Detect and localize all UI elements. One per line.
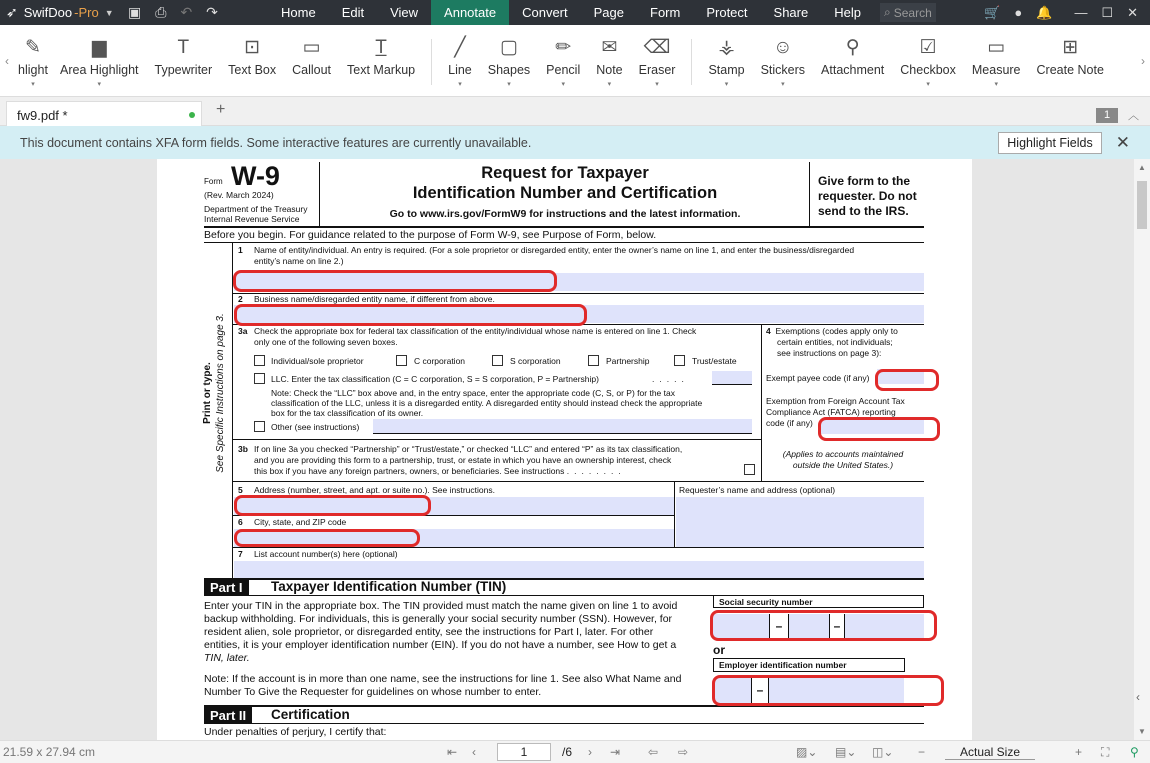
tool-label: Measure — [971, 63, 1021, 77]
tool-area-highlight[interactable] — [52, 25, 147, 97]
scroll-up-icon[interactable]: ▲ — [1138, 163, 1146, 172]
or-label: or — [713, 643, 725, 657]
display-mode-icon[interactable]: ▨⌄ — [796, 745, 818, 759]
requester-label: Requester’s name and address (optional) — [679, 485, 836, 495]
before-you-begin: Before you begin. For guidance related to the purpose of Form W-9, see Purpose of Form, below. — [204, 229, 657, 241]
bell-icon[interactable]: 🔔 — [1036, 4, 1053, 20]
tool-text-box[interactable] — [220, 25, 284, 97]
applies-note: (Applies to accounts maintained outside the United States.) — [782, 449, 904, 470]
line-3b-label: If on line 3a you checked “Partnership” or “Trust/estate,” or checked “LLC” and entered “P” as its tax classification, and you are providing this form to a partnership, trust, or estate in which you have an ownership interest, check this box if you have any foreign partners, owners, or beneficiaries. See instructions ........ — [254, 444, 683, 476]
zoom-out-icon[interactable]: − — [918, 745, 926, 759]
zoom-level[interactable]: Actual Size — [945, 745, 1035, 760]
document-viewer — [0, 159, 1150, 740]
tool-stamp[interactable] — [700, 25, 752, 97]
next-page-icon[interactable]: › — [588, 745, 592, 759]
tab-document[interactable] — [6, 101, 202, 126]
undo-icon[interactable]: ↶ — [180, 4, 193, 20]
perjury-text: Under penalties of perjury, I certify that: — [204, 726, 387, 738]
tool-callout[interactable] — [284, 25, 339, 97]
stamp-icon: ⚶ — [718, 37, 735, 58]
tool-note[interactable] — [588, 25, 630, 97]
text-box-icon: ⊡ — [244, 37, 261, 58]
create-note-icon: ⊞ — [1062, 37, 1079, 58]
give-form-note: Give form to the requester. Do not send to the IRS. — [818, 174, 917, 218]
tool-label: Callout — [292, 63, 332, 77]
app-logo[interactable] — [0, 4, 122, 21]
llc-code-field[interactable] — [712, 371, 752, 385]
tool-label: Shapes — [487, 63, 531, 77]
line-6-label: City, state, and ZIP code — [254, 517, 347, 527]
form-name: W-9 — [231, 161, 280, 191]
chevron-down-icon[interactable]: ▾ — [97, 81, 102, 88]
page-total: /6 — [562, 745, 573, 759]
menu-share[interactable]: Share — [773, 5, 809, 20]
part-1-badge: Part I — [204, 579, 249, 596]
menu-protect[interactable]: Protect — [706, 5, 748, 20]
tab-bar — [0, 97, 1150, 126]
other-checkbox[interactable] — [254, 421, 265, 432]
toolbar-scroll-left-icon[interactable]: ‹ — [5, 54, 9, 68]
red-oval-annotation[interactable] — [875, 369, 939, 391]
chevron-down-icon[interactable]: ▾ — [561, 81, 565, 88]
highlight-fields-button[interactable]: Highlight Fields — [998, 132, 1101, 154]
forward-view-icon[interactable]: ⇨ — [678, 745, 689, 759]
ein-label: Employer identification number — [713, 658, 905, 672]
trust-label: Trust/estate — [692, 356, 737, 366]
note-icon: ✉ — [601, 37, 618, 58]
page-dimensions: 21.59 x 27.94 cm — [3, 745, 96, 759]
tin-note: Note: If the account is in more than one name, see the instructions for line 1. See also What Name and Number To Give the Requester for guidelines on whose number to enter. — [204, 673, 682, 698]
chevron-down-icon[interactable]: ▾ — [781, 81, 785, 88]
tool-label: Note — [596, 63, 623, 77]
tool-label: Line — [448, 63, 472, 77]
xfa-info-bar — [0, 126, 1150, 159]
tool-label: Stickers — [760, 63, 806, 77]
form-word: Form — [204, 177, 223, 186]
status-bar — [0, 740, 1150, 763]
pencil-icon: ✏ — [555, 37, 572, 58]
page-layout-icon[interactable]: ▤⌄ — [835, 745, 857, 759]
app-name: SwifDoo — [23, 5, 73, 20]
search-box[interactable] — [880, 3, 936, 22]
tool-line[interactable] — [440, 25, 480, 97]
callout-icon: ▭ — [302, 37, 321, 58]
menu-form[interactable]: Form — [650, 5, 681, 20]
tool-attachment[interactable] — [813, 25, 892, 97]
chevron-down-icon[interactable]: ▾ — [926, 81, 930, 88]
minimize-icon[interactable]: — — [1074, 5, 1088, 20]
chevron-down-icon[interactable]: ▾ — [458, 81, 462, 88]
tool-pencil[interactable] — [538, 25, 588, 97]
tool-label: Text Markup — [347, 63, 416, 77]
tool-measure[interactable] — [964, 25, 1029, 97]
account-number-field[interactable] — [234, 561, 924, 578]
fit-page-icon[interactable]: ◫⌄ — [872, 745, 894, 759]
app-edition: -Pro — [74, 5, 99, 20]
chevron-down-icon[interactable]: ▾ — [655, 81, 659, 88]
checkbox-icon: ☑ — [919, 37, 937, 58]
s-corp-label: S corporation — [510, 356, 561, 366]
menu-edit[interactable]: Edit — [341, 5, 365, 20]
avatar[interactable]: ● — [1014, 5, 1023, 20]
annotate-toolbar — [0, 25, 1150, 97]
red-oval-annotation[interactable] — [234, 529, 420, 547]
menu-view[interactable]: View — [390, 5, 419, 20]
tool-label: Attachment — [821, 63, 885, 77]
part-2-badge: Part II — [204, 707, 252, 724]
page-number-input[interactable]: 1 — [497, 743, 551, 761]
tool-hlight[interactable] — [14, 25, 52, 97]
red-oval-annotation[interactable] — [233, 270, 557, 292]
fullscreen-icon[interactable]: ⛶ — [1101, 745, 1110, 759]
foreign-partners-checkbox[interactable] — [744, 464, 755, 475]
menu-page[interactable]: Page — [593, 5, 624, 20]
line-7-label: List account number(s) here (optional) — [254, 549, 398, 559]
red-oval-annotation[interactable] — [234, 304, 587, 326]
tool-label: Text Box — [228, 63, 277, 77]
redo-icon[interactable]: ↷ — [206, 4, 218, 20]
tool-checkbox[interactable] — [892, 25, 964, 97]
measure-icon: ▭ — [987, 37, 1006, 58]
unsaved-dot — [189, 112, 195, 118]
tool-stickers[interactable] — [753, 25, 813, 97]
main-menu — [268, 0, 874, 25]
tool-text-markup[interactable] — [339, 25, 423, 97]
menu-convert[interactable]: Convert — [522, 5, 568, 20]
highlight-icon: ✎ — [25, 37, 41, 58]
tool-label: Checkbox — [900, 63, 956, 77]
line-1-label: Name of entity/individual. An entry is required. (For a sole proprietor or disregarded entity, enter the owner’s name on line 1, and enter the business/disregarded entity’s name on line 2.) — [254, 245, 855, 266]
scroll-down-icon[interactable]: ▼ — [1138, 727, 1146, 736]
red-oval-annotation[interactable] — [712, 675, 944, 706]
tool-label: Pencil — [546, 63, 581, 77]
red-oval-annotation[interactable] — [818, 417, 940, 441]
ssn-label: Social security number — [713, 595, 924, 608]
menu-help[interactable]: Help — [834, 5, 861, 20]
other-field[interactable] — [373, 419, 752, 434]
stickers-icon: ☺ — [773, 37, 793, 58]
part-1-title: Taxpayer Identification Number (TIN) — [271, 579, 507, 594]
form-irs: Internal Revenue Service — [204, 214, 300, 224]
llc-label: LLC. Enter the tax classification (C = C corporation, S = S corporation, P = Partnership) — [271, 374, 599, 384]
form-rev: (Rev. March 2024) — [204, 190, 274, 200]
print-icon[interactable]: ⎙ — [155, 4, 167, 20]
red-oval-annotation[interactable] — [710, 610, 937, 641]
typewriter-icon: T — [177, 37, 190, 58]
back-view-icon[interactable]: ⇦ — [648, 745, 659, 759]
tool-eraser[interactable] — [631, 25, 684, 97]
eraser-icon: ⌫ — [643, 37, 671, 58]
prev-page-icon[interactable]: ‹ — [472, 745, 476, 759]
exemptions-label: 4 Exemptions (codes apply only to certain entities, not individuals; see instructions on page 3): — [766, 326, 898, 358]
tool-typewriter[interactable] — [147, 25, 221, 97]
chevron-down-icon[interactable]: ▾ — [724, 81, 729, 88]
form-dept: Department of the Treasury — [204, 204, 308, 214]
area-highlight-icon: ▆ — [91, 37, 107, 58]
tool-label: Area Highlight — [60, 63, 139, 77]
search-icon: ⌕ — [883, 5, 891, 19]
requester-field[interactable] — [676, 497, 924, 547]
trust-checkbox[interactable] — [674, 355, 685, 366]
vertical-scrollbar[interactable] — [1134, 159, 1150, 740]
line-3a-label: Check the appropriate box for federal tax classification of the entity/individual whose name is entered on line 1. Check only one of the following seven boxes. — [254, 326, 697, 347]
chevron-down-icon[interactable]: ▾ — [31, 81, 35, 88]
side-panel-toggle-icon[interactable]: ‹ — [1136, 690, 1140, 704]
zoom-in-icon[interactable]: + — [1075, 745, 1083, 759]
close-window-icon[interactable]: ✕ — [1127, 4, 1138, 20]
attachment-icon: ⚲ — [845, 37, 860, 58]
chevron-down-icon[interactable]: ▾ — [607, 81, 612, 88]
form-title-2: Identification Number and Certification — [412, 184, 718, 202]
c-corp-checkbox[interactable] — [396, 355, 407, 366]
xfa-message: This document contains XFA form fields. Some interactive features are currently unavailable. — [20, 135, 532, 150]
tool-label: Stamp — [708, 63, 745, 77]
line-icon: ╱ — [454, 37, 466, 58]
tool-label: Typewriter — [154, 63, 213, 77]
menu-annotate[interactable]: Annotate — [431, 0, 509, 25]
pdf-page: Form W-9 (Rev. March 2024) Department of the Treasury Internal Revenue Service Request for Taxpayer Identification Number and Certification Go to www.irs.gov/FormW9 for instructions and the latest information. Give form to the requester. Do not send to the IRS. Before you begin. For guidance related to the purpose of Form W-9, see Purpose of Form, below. Print or type. See Specific Instructions on page 3. 1 Name of entity/individual. An entry is required. (For a sole proprietor or disregarded entity, enter the owner’s name on line 1, and enter the business/disregarded entity’s name on line 2.) 2 Business name/disregarded entity name, if different from above. 3a Check the appropriate box for federal tax classification of the entity/individual whose name is entered on line 1. Check only one of the following seven boxes. Individual/sole proprietor C corporation S corporation Partnership Trust/estate LLC. Enter the tax classification (C = C corporation, S = S corporation, P = Partnership) ..... Note: Check the “LLC” box above and, in the entry space, enter the appropriate code (C, S, or P) for the tax classification of the LLC, unless it is a disregarded entity. A disregarded entity should instead check the appropriate box for the tax classification of its owner. Other (see instructions) 4 Exemptions (codes apply only to certain entities, not individuals; see instructions on page 3): Exempt payee code (if any) Exemption from Foreign Account Tax Compliance Act (FATCA) reporting code (if any) (Applies to accounts maintained outside the United States.) 3b If on line 3a you checked “Partnership” or “Trust/estate,” or checked “LLC” and entered “P” as its tax classification, and you are providing this form to a partnership, trust, or estate in which you have an ownership interest, check this box if you have any foreign partners, owners, or beneficiaries. See instructions ........ 5 Address (number, street, and apt. or suite no.). See instructions. Requester’s name and address (optional) 6 City, state, and ZIP code 7 List account number(s) here (optional) Part I Taxpayer Identification Number (TIN) Enter your TIN in the appropriate box. The TIN provided must match the name given on line 1 to avoid backup withholding. For individuals, this is generally your social security number (SSN). However, for resident alien, sole proprietor, or disregarded entity, see the instructions for Part I, later. For other entities, it is your employer identification number (EIN). If you do not have a number, see How to get a TIN, later. Note: If the account is in more than one name, see the instructions for line 1. See also What Name and Number To Give the Requester for guidelines on whose number to enter. Social security number – – or Employer identification number – Part II Certification Under penalties of perjury, I certify that: — [157, 159, 972, 740]
partnership-label: Partnership — [606, 356, 650, 366]
c-corp-label: C corporation — [414, 356, 466, 366]
tool-create-note[interactable] — [1029, 25, 1112, 97]
other-label: Other (see instructions) — [271, 422, 360, 432]
llc-note: Note: Check the “LLC” box above and, in the entry space, enter the appropriate code (C, S, or P) for the tax classification of the LLC, unless it is a disregarded entity. A disregarded entity should instead check the appropriate box for the tax classification of its owner. — [271, 388, 703, 418]
toolbar-scroll-right-icon[interactable]: › — [1141, 54, 1145, 68]
line-2-label: Business name/disregarded entity name, if different from above. — [254, 294, 495, 304]
tool-shapes[interactable] — [480, 25, 538, 97]
fatca-label: Exemption from Foreign Account Tax Compliance Act (FATCA) reporting code (if any) — [766, 396, 905, 428]
side-instructions: Print or type. See Specific Instructions on page 3. — [202, 313, 226, 473]
tool-label: Create Note — [1036, 63, 1104, 77]
part-2-title: Certification — [271, 707, 350, 722]
individual-label: Individual/sole proprietor — [271, 356, 364, 366]
add-tab-icon[interactable]: + — [216, 101, 226, 118]
tab-title: fw9.pdf * — [17, 108, 68, 123]
maximize-icon[interactable]: ☐ — [1101, 4, 1114, 20]
search-placeholder: Search — [893, 5, 932, 20]
chevron-up-icon[interactable]: ︿ — [1128, 110, 1139, 122]
individual-checkbox[interactable] — [254, 355, 265, 366]
swifdoo-logo-icon: ➶ — [6, 4, 18, 20]
menu-home[interactable]: Home — [281, 5, 316, 20]
last-page-icon[interactable]: ⇥ — [610, 745, 621, 759]
pin-icon[interactable]: ⚲ — [1130, 745, 1139, 759]
page-badge: 1 — [1096, 108, 1118, 123]
exempt-payee-label: Exempt payee code (if any) — [766, 373, 870, 383]
save-icon[interactable]: ▣ — [128, 4, 142, 20]
chevron-down-icon[interactable]: ▼ — [104, 7, 114, 18]
first-page-icon[interactable]: ⇤ — [447, 745, 458, 759]
menu-bar — [0, 0, 1150, 25]
shapes-icon: ▢ — [499, 37, 518, 58]
line-5-label: Address (number, street, and apt. or suite no.). See instructions. — [254, 485, 495, 495]
chevron-down-icon[interactable]: ▾ — [507, 81, 511, 88]
chevron-down-icon[interactable]: ▾ — [994, 81, 998, 88]
s-corp-checkbox[interactable] — [492, 355, 503, 366]
tin-instructions: Enter your TIN in the appropriate box. The TIN provided must match the name given on line 1 to avoid backup withholding. For individuals, this is generally your social security number (SSN). However, for resident alien, sole proprietor, or disregarded entity, see the instructions for Part I, later. For other entities, it is your employer identification number (EIN). If you do not have a number, see How to get a TIN, later. — [204, 600, 678, 664]
tool-label: Eraser — [638, 63, 676, 77]
form-title-1: Request for Taxpayer — [481, 164, 649, 182]
partnership-checkbox[interactable] — [588, 355, 599, 366]
text-markup-icon: T̲ — [375, 37, 387, 58]
cart-icon[interactable]: 🛒 — [984, 4, 1001, 20]
form-goto: Go to www.irs.gov/FormW9 for instructions and the latest information. — [389, 208, 741, 220]
close-icon[interactable]: ✕ — [1115, 132, 1130, 152]
tool-label: hlight — [18, 63, 48, 77]
llc-checkbox[interactable] — [254, 373, 265, 384]
scroll-thumb[interactable] — [1137, 181, 1147, 229]
red-oval-annotation[interactable] — [234, 495, 431, 516]
